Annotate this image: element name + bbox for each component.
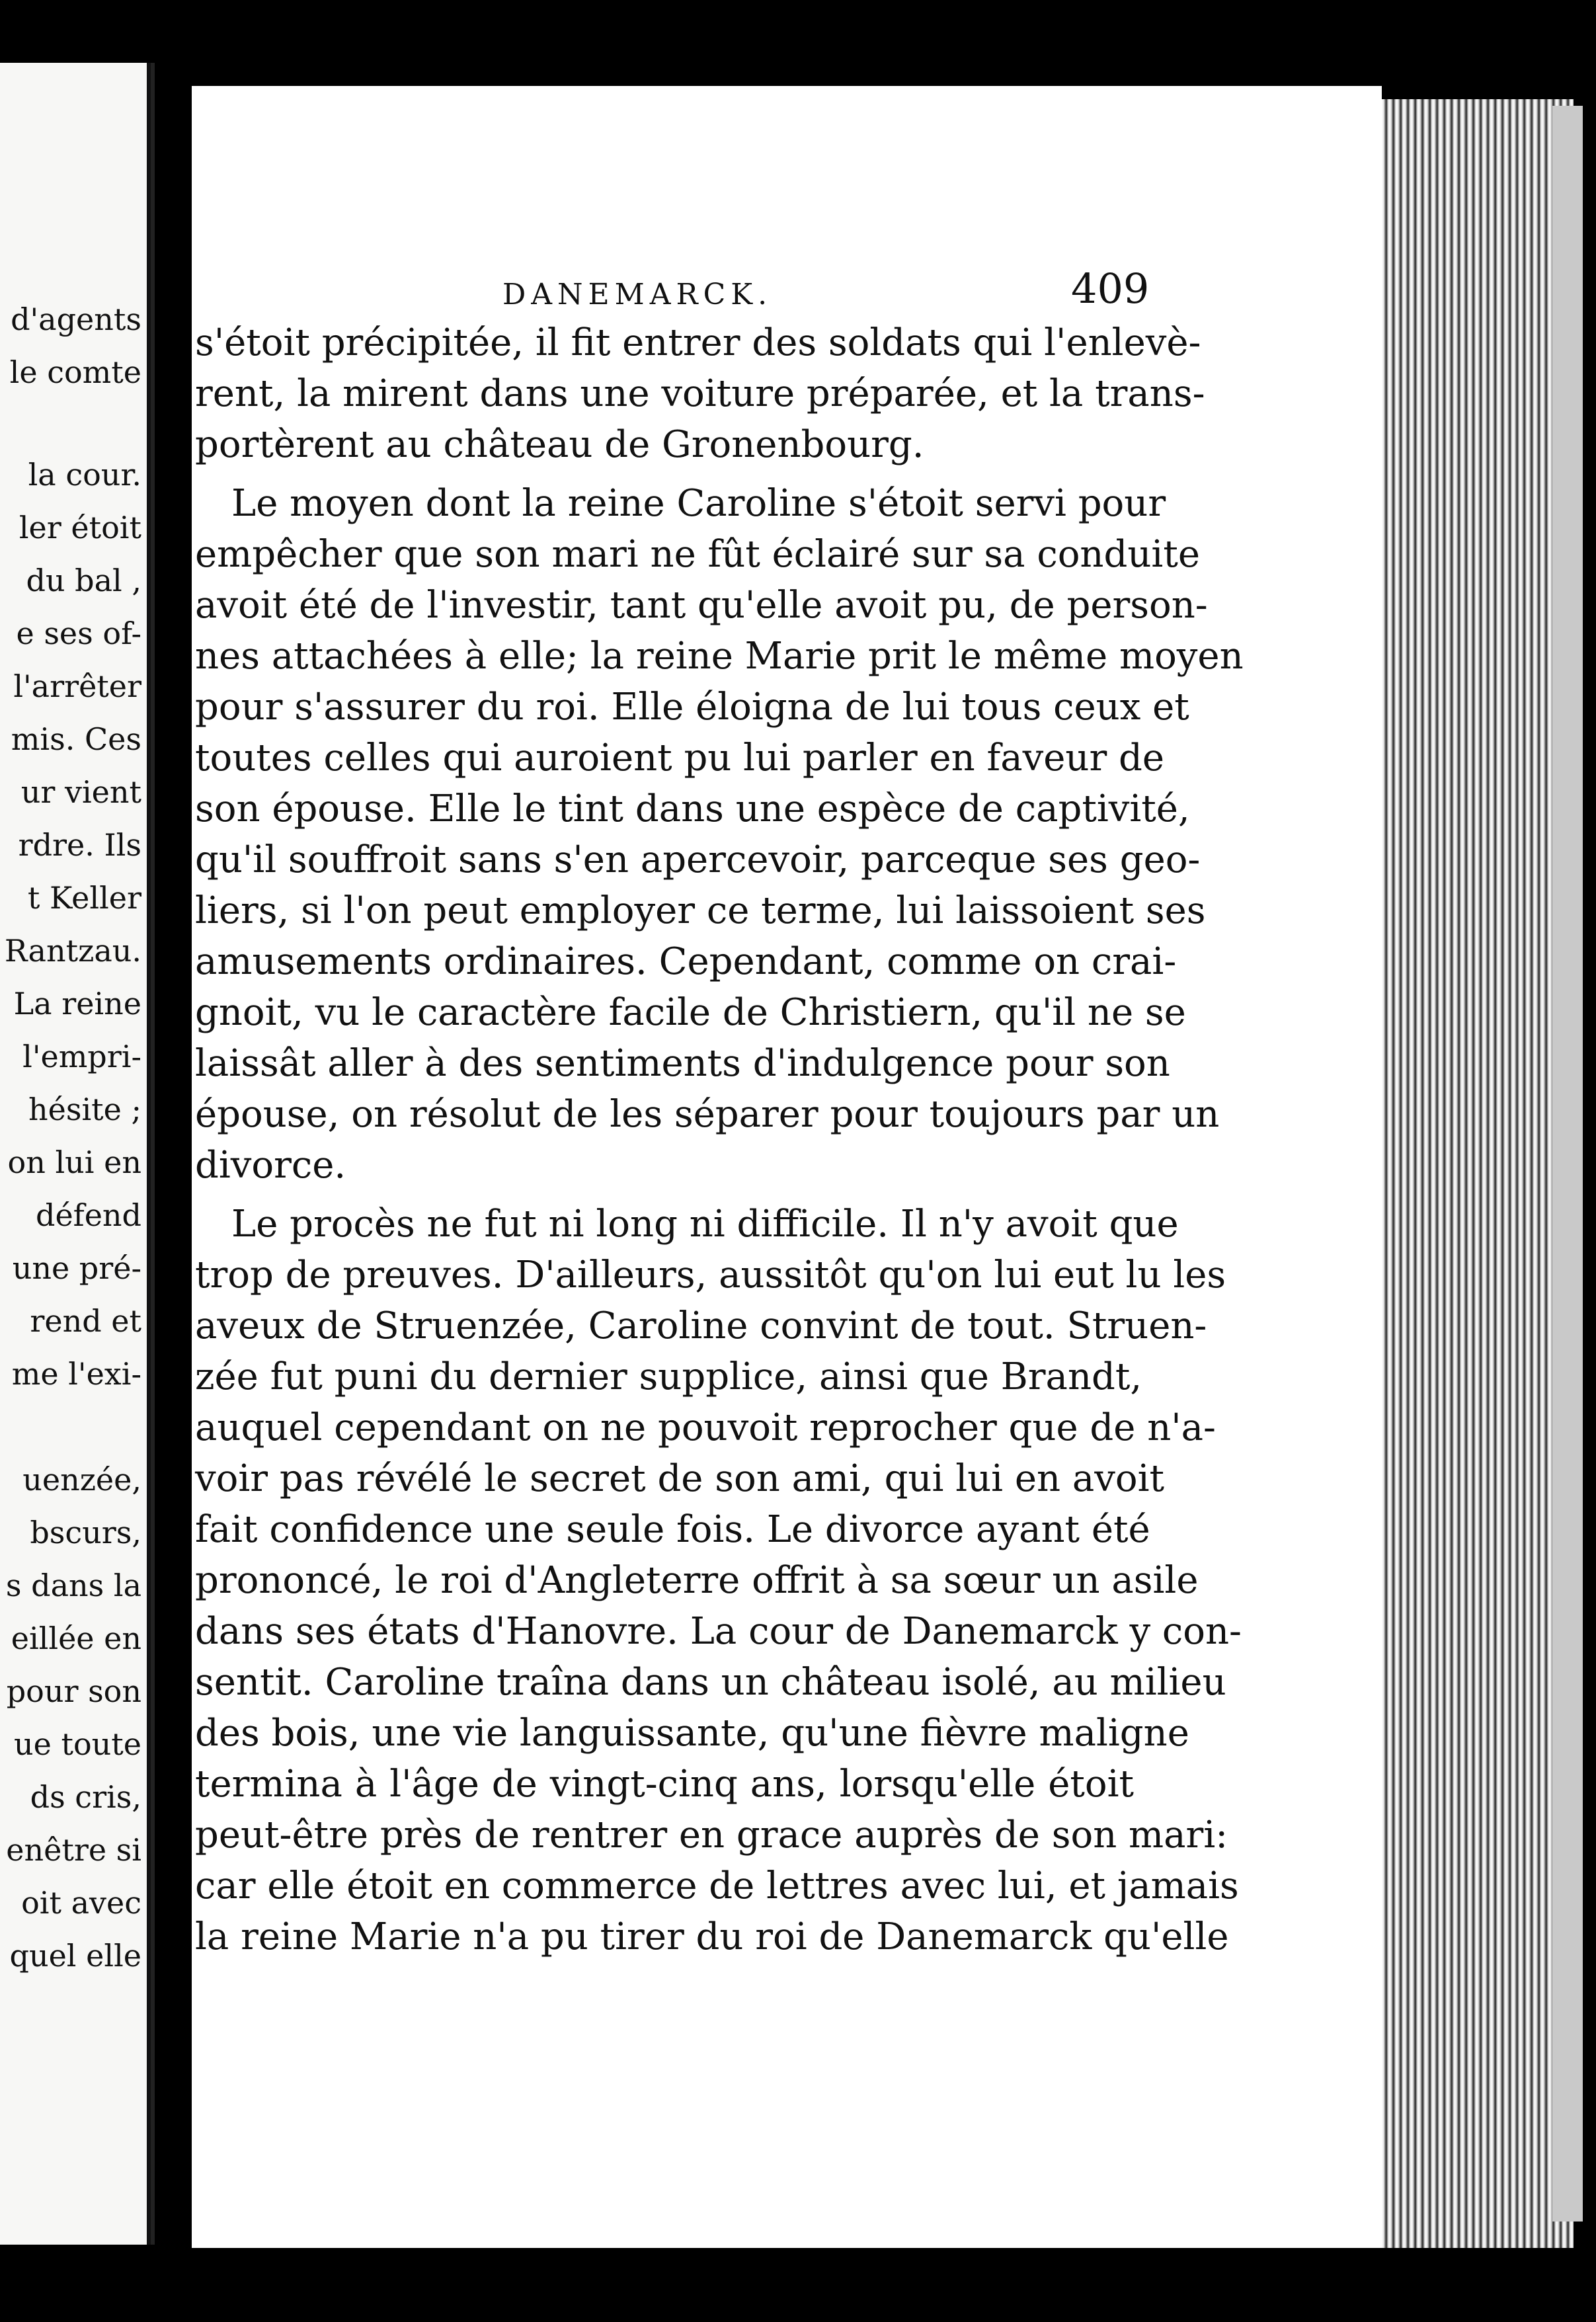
facing-page-line: e ses of- <box>16 616 141 651</box>
far-page-edge <box>1552 106 1583 2222</box>
text-line: son épouse. Elle le tint dans une espèce de captivité, <box>195 787 1190 830</box>
text-line: dans ses états d'Hanovre. La cour de Danemarck y con- <box>195 1610 1242 1653</box>
paragraph <box>195 317 1205 470</box>
facing-page-line: rend et <box>30 1303 141 1339</box>
text-line: empêcher que son mari ne fût éclairé sur sa conduite <box>195 533 1200 576</box>
running-head: DANEMARCK. <box>502 278 773 311</box>
page-block-edges <box>1382 99 1574 2248</box>
facing-page-line: eillée en <box>11 1621 141 1656</box>
text-line: car elle étoit en commerce de lettres avec lui, et jamais <box>195 1864 1239 1907</box>
facing-page-line: t Keller <box>27 880 141 916</box>
text-line: qu'il souffroit sans s'en apercevoir, parceque ses geo- <box>195 838 1201 881</box>
facing-page-line: La reine <box>13 986 141 1021</box>
facing-page-line: du bal , <box>26 563 141 598</box>
body-text <box>195 317 1244 1962</box>
text-line: toutes celles qui auroient pu lui parler en faveur de <box>195 737 1165 780</box>
text-line: sentit. Caroline traîna dans un château isolé, au milieu <box>195 1661 1226 1704</box>
text-line: la reine Marie n'a pu tirer du roi de Danemarck qu'elle <box>195 1915 1229 1958</box>
text-line: aveux de Struenzée, Caroline convint de tout. Struen- <box>195 1304 1207 1347</box>
text-line: fait confidence une seule fois. Le divorce ayant été <box>195 1508 1150 1551</box>
facing-page-line: d'agents <box>11 301 141 337</box>
gutter <box>147 63 151 2245</box>
facing-page-line: on lui en <box>7 1144 141 1180</box>
facing-page-line: rdre. Ils <box>18 827 141 863</box>
facing-page-line: une pré- <box>12 1250 141 1286</box>
text-line: portèrent au château de Gronenbourg. <box>195 423 924 466</box>
facing-page-line: quel elle <box>9 1938 141 1974</box>
text-line: avoit été de l'investir, tant qu'elle avoit pu, de person- <box>195 584 1208 627</box>
text-line: laissât aller à des sentiments d'indulgence pour son <box>195 1042 1170 1085</box>
text-line: pour s'assurer du roi. Elle éloigna de lui tous ceux et <box>195 686 1189 729</box>
text-line: Le procès ne fut ni long ni difficile. Il n'y avoit que <box>231 1203 1179 1246</box>
paragraph <box>195 478 1244 1191</box>
text-line: Le moyen dont la reine Caroline s'étoit servi pour <box>231 482 1166 525</box>
facing-page-line: le comte <box>9 354 141 390</box>
text-line: voir pas révélé le secret de son ami, qui lui en avoit <box>195 1457 1165 1500</box>
text-line: peut-être près de rentrer en grace auprès de son mari: <box>195 1814 1228 1857</box>
page-number: 409 <box>1071 264 1150 313</box>
facing-page <box>0 63 155 2245</box>
text-line: nes attachées à elle; la reine Marie prit le même moyen <box>195 635 1244 678</box>
text-line: rent, la mirent dans une voiture préparée, et la trans- <box>195 372 1205 415</box>
facing-page-line: hésite ; <box>28 1092 141 1127</box>
text-line: prononcé, le roi d'Angleterre offrit à sa sœur un asile <box>195 1559 1199 1602</box>
facing-page-line: me l'exi- <box>11 1356 141 1392</box>
facing-page-line: enêtre si <box>6 1832 141 1868</box>
text-line: des bois, une vie languissante, qu'une fièvre maligne <box>195 1712 1189 1755</box>
facing-page-line: mis. Ces <box>11 721 141 757</box>
facing-page-line: Rantzau. <box>4 933 141 969</box>
facing-page-line: ds cris, <box>30 1779 141 1815</box>
facing-page-line: oit avec <box>21 1885 141 1921</box>
facing-page-line: uenzée, <box>22 1462 141 1498</box>
text-line: zée fut puni du dernier supplice, ainsi que Brandt, <box>195 1355 1142 1398</box>
facing-page-line: ur vient <box>20 774 141 810</box>
facing-page-line: s dans la <box>5 1568 141 1603</box>
facing-page-line: ler étoit <box>19 510 141 545</box>
text-line: termina à l'âge de vingt-cinq ans, lorsqu'elle étoit <box>195 1763 1134 1806</box>
text-line: trop de preuves. D'ailleurs, aussitôt qu'on lui eut lu les <box>195 1254 1226 1297</box>
facing-page-line: la cour. <box>28 457 141 493</box>
paragraph <box>195 1199 1242 1962</box>
facing-page-line: défend <box>36 1197 141 1233</box>
text-line: divorce. <box>195 1144 346 1187</box>
text-line: s'étoit précipitée, il fit entrer des soldats qui l'enlevè- <box>195 321 1201 364</box>
facing-page-line: ue toute <box>14 1726 141 1762</box>
text-line: gnoit, vu le caractère facile de Christiern, qu'il ne se <box>195 991 1186 1034</box>
facing-page-line: pour son <box>6 1673 141 1709</box>
text-line: épouse, on résolut de les séparer pour toujours par un <box>195 1093 1220 1136</box>
facing-page-line: l'arrêter <box>13 668 141 704</box>
text-line: liers, si l'on peut employer ce terme, lui laissoient ses <box>195 889 1206 932</box>
facing-page-line: bscurs, <box>30 1515 141 1550</box>
text-line: amusements ordinaires. Cependant, comme on crai- <box>195 940 1177 983</box>
text-line: auquel cependant on ne pouvoit reprocher que de n'a- <box>195 1406 1216 1449</box>
facing-page-line: l'empri- <box>22 1039 141 1074</box>
